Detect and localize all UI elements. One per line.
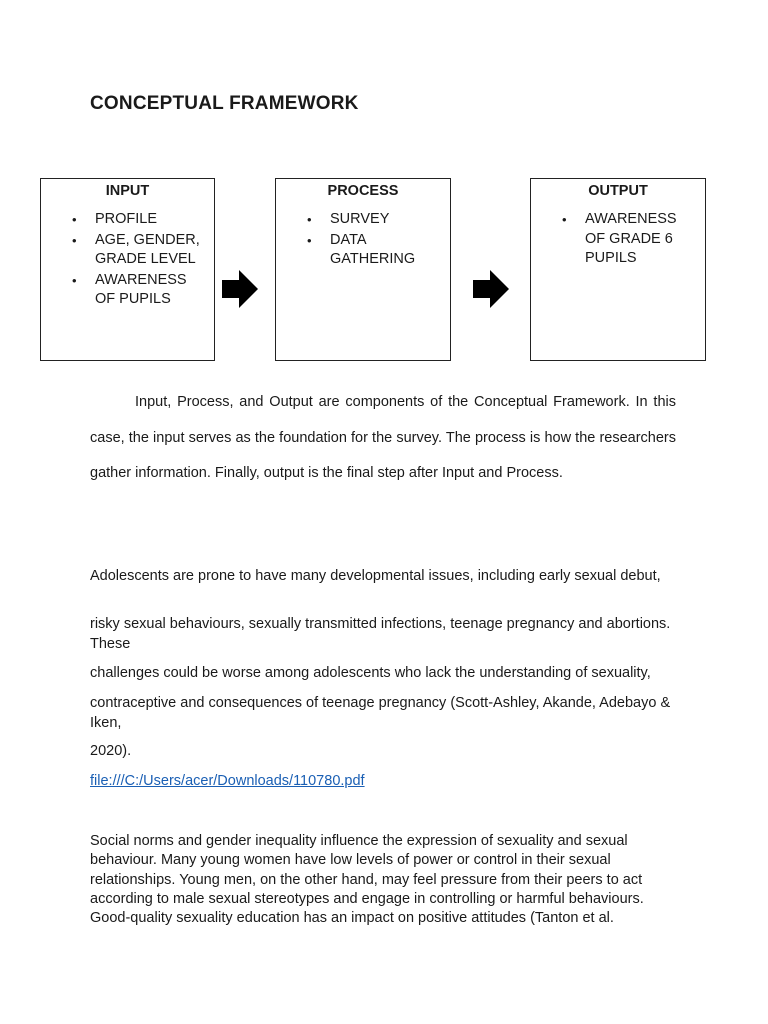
output-box bbox=[530, 178, 706, 361]
bullet-icon: • bbox=[307, 232, 312, 248]
adolescents-paragraph-line: 2020). bbox=[90, 743, 132, 759]
bullet-icon: • bbox=[72, 272, 77, 288]
input-list bbox=[41, 210, 214, 310]
process-item-survey: • SURVEY bbox=[330, 210, 450, 230]
input-box bbox=[40, 178, 215, 361]
process-list bbox=[276, 210, 450, 270]
adolescents-paragraph-line: contraceptive and consequences of teenage pregnancy (Scott-Ashley, Akande, Adebayo & Iken, bbox=[90, 695, 671, 731]
framework-description-paragraph: Input, Process, and Output are components of the Conceptual Framework. In this case, the input serves as the foundation for the survey. The process is how the researchers gather information. Finally, output is the final step after Input and Process. bbox=[90, 394, 676, 481]
process-box bbox=[275, 178, 451, 361]
input-heading: INPUT bbox=[105, 183, 150, 199]
process-heading: PROCESS bbox=[327, 183, 399, 199]
process-item-data-gathering: • DATA GATHERING bbox=[307, 231, 416, 267]
source-link[interactable]: file:///C:/Users/acer/Downloads/110780.pdf bbox=[90, 773, 365, 789]
social-norms-paragraph: Social norms and gender inequality influence the expression of sexuality and sexual behaviour. Many young women have low levels of power or control in their sexual relationships. Young men, on the other hand, may feel pressure from their peers to act according to male sexual stereotypes and engage in controlling or harmful behaviours. Good-quality sexuality education has an impact on positive attitudes (Tanton et al. bbox=[90, 833, 644, 927]
page-title: CONCEPTUAL FRAMEWORK bbox=[90, 93, 359, 114]
output-item-awareness: • AWARENESS OF GRADE 6 PUPILS bbox=[562, 211, 677, 266]
input-item-profile: • PROFILE bbox=[95, 210, 214, 230]
bullet-icon: • bbox=[72, 232, 77, 248]
adolescents-paragraph-line: risky sexual behaviours, sexually transmitted infections, teenage pregnancy and abortions. These bbox=[90, 616, 671, 652]
adolescents-paragraph-line: challenges could be worse among adolescents who lack the understanding of sexuality, bbox=[90, 665, 651, 681]
bullet-icon: • bbox=[307, 212, 312, 227]
arrow-right-icon bbox=[222, 270, 258, 308]
output-heading: OUTPUT bbox=[588, 183, 648, 199]
source-link-line bbox=[90, 772, 690, 792]
output-list bbox=[531, 210, 705, 269]
bullet-icon: • bbox=[72, 212, 77, 227]
adolescents-paragraph-line: Adolescents are prone to have many developmental issues, including early sexual debut, bbox=[90, 568, 661, 584]
input-item-awareness: • AWARENESS OF PUPILS bbox=[72, 271, 187, 307]
bullet-icon: • bbox=[562, 212, 567, 227]
input-item-age-gender: • AGE, GENDER, GRADE LEVEL bbox=[72, 231, 200, 267]
arrow-right-icon bbox=[473, 270, 509, 308]
